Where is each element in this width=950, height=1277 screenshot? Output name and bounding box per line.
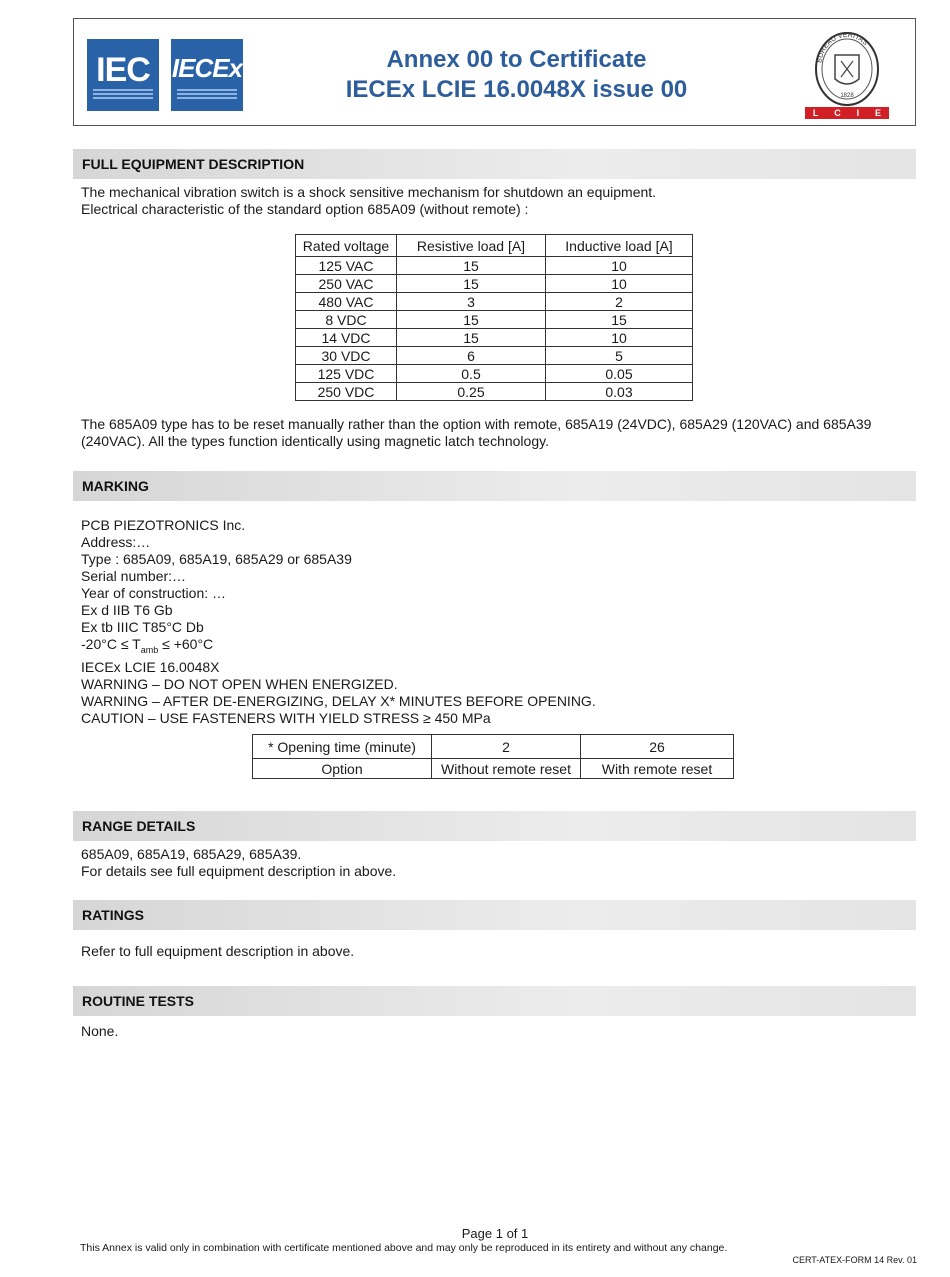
marking-line: Serial number:… — [81, 568, 187, 584]
section-heading-range-details: RANGE DETAILS — [73, 811, 916, 841]
lcie-letter: E — [875, 108, 882, 118]
bureau-veritas-logo — [805, 27, 889, 119]
table-row — [296, 311, 693, 329]
bv-arc-text: BUREAU VERITAS — [816, 31, 869, 64]
range-line: For details see full equipment description in above. — [81, 863, 397, 879]
table-cell: With remote reset — [581, 759, 734, 779]
table-cell: 10 — [546, 257, 693, 275]
temperature-range-line — [81, 636, 596, 659]
page-title — [274, 45, 759, 105]
marking-line: WARNING – AFTER DE-ENERGIZING, DELAY X* MINUTES BEFORE OPENING. — [81, 692, 596, 709]
svg-text:BUREAU VERITAS — [816, 32, 869, 64]
table-header-row — [296, 235, 693, 257]
marking-line: IECEx LCIE 16.0048X — [81, 658, 220, 675]
table-row — [296, 293, 693, 311]
table-cell: 8 VDC — [296, 311, 397, 329]
iecex-logo — [171, 39, 243, 111]
marking-line: Type : 685A09, 685A19, 685A29 or 685A39 — [81, 551, 352, 567]
table-cell: 15 — [397, 311, 546, 329]
routine-tests-line: None. — [81, 1023, 119, 1039]
section-heading-routine-tests: ROUTINE TESTS — [73, 986, 916, 1016]
section-heading-ratings: RATINGS — [73, 900, 916, 930]
marking-line: Address:… — [81, 534, 151, 550]
table-cell: 125 VAC — [296, 257, 397, 275]
note-line: (240VAC). All the types function identically using magnetic latch technology. — [81, 433, 549, 449]
table-cell: 10 — [546, 275, 693, 293]
table-row — [296, 329, 693, 347]
footer-validity-note: This Annex is valid only in combination with certificate mentioned above and may only be reproduced in its entirety and without any change. — [80, 1242, 728, 1254]
routine-tests-text — [81, 1023, 118, 1040]
range-details-text — [81, 846, 396, 880]
section-heading-marking: MARKING — [73, 471, 916, 501]
opening-time-table — [252, 734, 734, 779]
column-header: Resistive load [A] — [397, 235, 546, 257]
table-cell: * Opening time (minute) — [253, 735, 432, 759]
table-row — [296, 347, 693, 365]
lcie-letter: C — [834, 108, 841, 118]
full-equipment-intro — [81, 184, 656, 218]
lcie-band — [805, 107, 889, 119]
marking-line: WARNING – DO NOT OPEN WHEN ENERGIZED. — [81, 675, 398, 692]
marking-line: Ex d IIB T6 Gb — [81, 602, 173, 618]
intro-line: Electrical characteristic of the standard option 685A09 (without remote) : — [81, 201, 529, 217]
table-cell: 250 VAC — [296, 275, 397, 293]
iecex-logo-text: IECEx — [171, 53, 243, 83]
lcie-letter: L — [812, 108, 819, 118]
table-cell: 2 — [432, 735, 581, 759]
table-row — [253, 759, 734, 779]
table-row — [296, 275, 693, 293]
iec-logo-text: IEC — [96, 51, 150, 89]
bv-year: 1828 — [840, 93, 854, 99]
iec-logo — [87, 39, 159, 111]
table-cell: 15 — [397, 257, 546, 275]
bureau-veritas-seal-icon — [805, 27, 889, 107]
table-cell: 250 VDC — [296, 383, 397, 401]
table-cell: 5 — [546, 347, 693, 365]
note-line: The 685A09 type has to be reset manually rather than the option with remote, 685A19 (24VDC), 685A29 (120VAC) and 685A39 — [81, 416, 872, 432]
marking-line: PCB PIEZOTRONICS Inc. — [81, 517, 246, 533]
table-cell: 15 — [546, 311, 693, 329]
column-header: Rated voltage — [296, 235, 397, 257]
marking-line: Year of construction: … — [81, 585, 227, 601]
table-cell: 480 VAC — [296, 293, 397, 311]
table-cell: 6 — [397, 347, 546, 365]
table-cell: 0.25 — [397, 383, 546, 401]
table-cell: Without remote reset — [432, 759, 581, 779]
table-cell: 2 — [546, 293, 693, 311]
table-cell: 14 VDC — [296, 329, 397, 347]
temp-suffix: ≤ +60°C — [158, 636, 214, 652]
lcie-letter: I — [856, 108, 860, 118]
table-cell: 10 — [546, 329, 693, 347]
table-cell: 30 VDC — [296, 347, 397, 365]
marking-line: CAUTION – USE FASTENERS WITH YIELD STRESS ≥ 450 MPa — [81, 709, 491, 726]
table-row — [296, 365, 693, 383]
ratings-text — [81, 943, 354, 960]
document-header — [73, 18, 916, 126]
form-reference: CERT-ATEX-FORM 14 Rev. 01 — [792, 1255, 917, 1265]
table-cell: 26 — [581, 735, 734, 759]
table-cell: 0.05 — [546, 365, 693, 383]
temp-prefix: -20°C ≤ T — [81, 636, 141, 652]
column-header: Inductive load [A] — [546, 235, 693, 257]
table-cell: 15 — [397, 329, 546, 347]
table-cell: 125 VDC — [296, 365, 397, 383]
range-line: 685A09, 685A19, 685A29, 685A39. — [81, 846, 302, 862]
table-cell: 3 — [397, 293, 546, 311]
page-number: Page 1 of 1 — [461, 1226, 529, 1241]
table-cell: Option — [253, 759, 432, 779]
full-equipment-notes — [81, 416, 871, 450]
intro-line: The mechanical vibration switch is a shock sensitive mechanism for shutdown an equipment. — [81, 184, 657, 200]
marking-lines — [81, 517, 596, 727]
table-row — [296, 383, 693, 401]
section-heading-full-equipment: FULL EQUIPMENT DESCRIPTION — [73, 149, 916, 179]
electrical-characteristics-table — [295, 234, 693, 401]
table-row — [253, 735, 734, 759]
table-cell: 0.5 — [397, 365, 546, 383]
temp-subscript: amb — [140, 644, 159, 655]
title-line-1: Annex 00 to Certificate — [386, 46, 647, 73]
marking-line: Ex tb IIIC T85°C Db — [81, 619, 204, 635]
ratings-line: Refer to full equipment description in above. — [81, 943, 355, 959]
table-cell: 15 — [397, 275, 546, 293]
title-line-2: IECEx LCIE 16.0048X issue 00 — [345, 76, 688, 103]
table-cell: 0.03 — [546, 383, 693, 401]
table-row — [296, 257, 693, 275]
